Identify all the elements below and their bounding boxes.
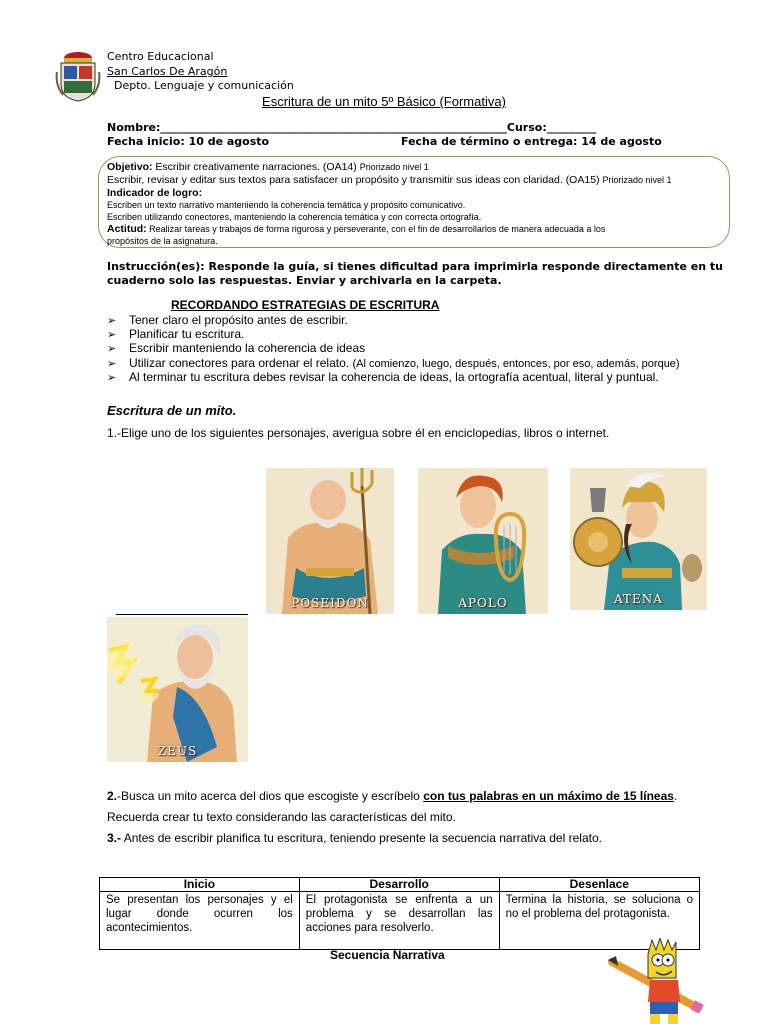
bart-pencil-cartoon [606, 938, 704, 1024]
arrow-bullet-icon: ➢ [107, 372, 117, 384]
objective-line-2: Escribir, revisar y editar sus textos para satisfacer un propósito y transmitir sus ideas con claridad. (OA15) Priorizado nivel 1 [107, 174, 672, 186]
school-label: Centro Educacional [107, 50, 214, 63]
indicator-2: Escriben utilizando conectores, manteniendo la coherencia temática y con correcta ortografía. [107, 212, 482, 222]
strategies-title: RECORDANDO ESTRATEGIAS DE ESCRITURA [171, 298, 440, 312]
student-name-line: Nombre:_______________________________________________________________Curso:_________ [107, 121, 597, 134]
question-2-reminder: Recuerda crear tu texto considerando las características del mito. [107, 810, 456, 824]
god-label: APOLO [458, 596, 508, 610]
indicator-label: Indicador de logro: [107, 187, 203, 199]
arrow-bullet-icon: ➢ [107, 343, 117, 355]
arrow-bullet-icon: ➢ [107, 315, 117, 327]
zeus-illustration [107, 617, 248, 762]
table-caption: Secuencia Narrativa [330, 948, 445, 962]
poseidon-card [266, 468, 394, 614]
table-header: Inicio [100, 878, 300, 892]
strategy-item: ➢ Tener claro el propósito antes de escribir. [107, 313, 348, 327]
page-title: Escritura de un mito 5º Básico (Formativa) [262, 94, 506, 109]
objective-line-1: Objetivo: Escribir creativamente narraciones. (OA14) Priorizado nivel 1 [107, 161, 429, 173]
start-date: Fecha inicio: 10 de agosto [107, 135, 270, 148]
strategy-item: ➢ Planificar tu escritura. [107, 327, 245, 341]
table-cell: Se presentan los personajes y el lugar donde ocurren los acontecimientos. [100, 892, 300, 950]
apolo-card [418, 468, 548, 614]
section-title: Escritura de un mito. [107, 403, 237, 418]
indicator-1: Escriben un texto narrativo manteniendo la coherencia temática y propósito comunicativo. [107, 200, 466, 210]
question-2: 2.-Busca un mito acerca del dios que escogiste y escríbelo con tus palabras en un máximo de 15 líneas. [107, 789, 678, 803]
attitude-line-1: Actitud: Realizar tareas y trabajos de forma rigurosa y perseverante, con el fin de desarrollarlos de manera adecuada a los [107, 223, 606, 235]
atena-card [570, 468, 707, 610]
zeus-card [107, 617, 248, 762]
end-date: Fecha de término o entrega: 14 de agosto [401, 135, 662, 148]
strategy-item: ➢ Utilizar conectores para ordenar el relato. (Al comienzo, luego, después, entonces, por eso, además, porque) [107, 356, 680, 370]
table-cell: El protagonista se enfrenta a un problema y se desarrollan las acciones para resolverlo. [299, 892, 499, 950]
underline-divider [116, 614, 248, 615]
atena-illustration [570, 468, 707, 610]
apolo-illustration [418, 468, 548, 614]
poseidon-illustration [266, 468, 394, 614]
arrow-bullet-icon: ➢ [107, 358, 117, 370]
table-header: Desarrollo [299, 878, 499, 892]
strategy-item: ➢ Al terminar tu escritura debes revisar la coherencia de ideas, la ortografía acentual, literal y puntual. [107, 370, 659, 384]
strategy-item: ➢ Escribir manteniendo la coherencia de ideas [107, 341, 366, 355]
table-header: Desenlace [499, 878, 699, 892]
god-label: ZEUS [157, 744, 198, 758]
school-name: San Carlos De Aragón [107, 65, 228, 78]
arrow-bullet-icon: ➢ [107, 329, 117, 341]
god-label: POSEIDON [291, 596, 369, 610]
instruction-text: Instrucción(es): Responde la guía, si tienes dificultad para imprimirla responde directamente en tu cuaderno solo las respuestas. Enviar y archivarla en la carpeta. [107, 260, 723, 287]
god-label: ATENA [614, 592, 663, 606]
table-cell: Termina la historia, se soluciona o no el problema del protagonista. [499, 892, 699, 950]
attitude-line-2: propósitos de la asignatura. [107, 236, 218, 246]
department-label: Depto. Lenguaje y comunicación [114, 79, 294, 92]
question-1: 1.-Elige uno de los siguientes personajes, averigua sobre él en enciclopedias, libros o internet. [107, 426, 610, 440]
question-3: 3.- Antes de escribir planifica tu escritura, teniendo presente la secuencia narrativa del relato. [107, 831, 602, 845]
